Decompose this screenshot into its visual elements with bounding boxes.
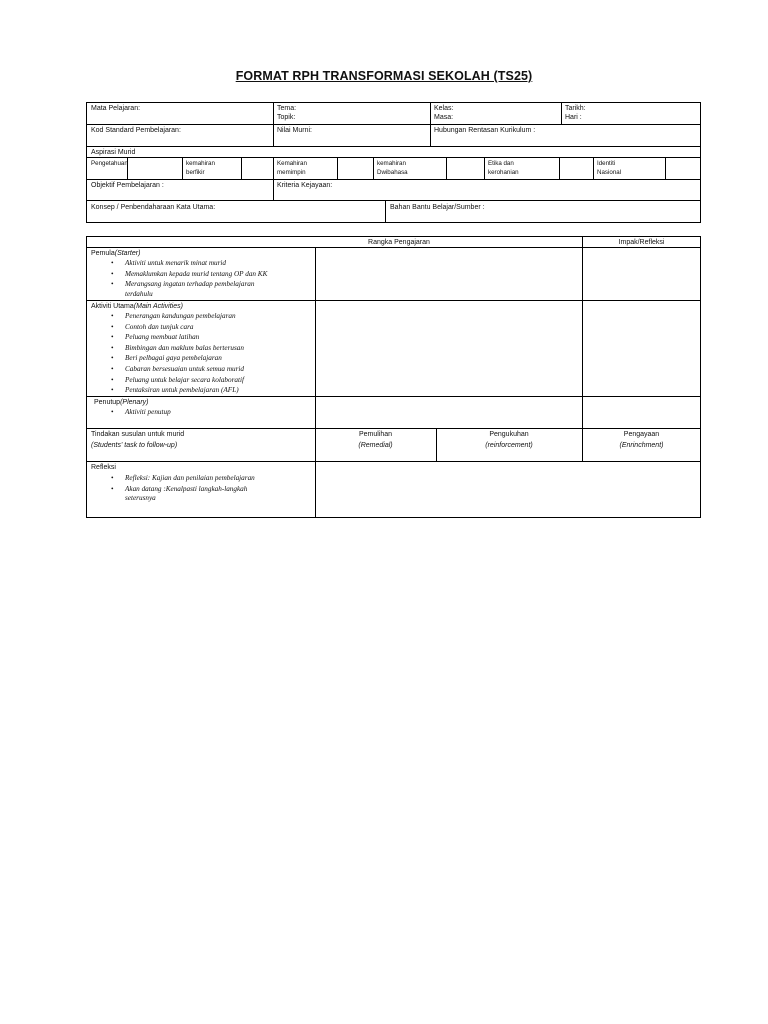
aktiviti-label: Aktiviti Utama <box>91 303 134 310</box>
list-item: • Contoh dan tunjuk cara <box>91 322 244 333</box>
col-divider <box>561 102 562 124</box>
field-masa: Masa: <box>434 114 454 121</box>
tindakan-label: Tindakan susulan untuk murid <box>91 431 185 438</box>
row-divider <box>86 300 701 301</box>
field-topik: Topik: <box>277 114 296 121</box>
pemulihan-label-en: (Remedial) <box>358 442 393 449</box>
col-divider <box>593 157 594 179</box>
penutup-label-en: (Plenary) <box>120 399 149 406</box>
pengayaan-label: Pengayaan <box>623 431 660 438</box>
col-divider <box>273 157 274 200</box>
col-divider <box>385 200 386 223</box>
aspirasi-kemahiran-berfikir-2: berfikir <box>186 169 205 176</box>
field-konsep: Konsep / Penbendaharaan Kata Utama: <box>91 204 216 211</box>
col-divider <box>337 157 338 179</box>
row-divider <box>86 461 701 462</box>
list-item: • Penerangan kandungan pembelajaran <box>91 311 244 322</box>
row-divider <box>86 396 701 397</box>
list-item: • Peluang membuat latihan <box>91 332 244 343</box>
field-objektif: Objektif Pembelajaran : <box>91 182 164 189</box>
aspirasi-kemahiran-memimpin: Kemahiran <box>277 160 307 167</box>
row-divider <box>86 146 701 147</box>
section-penutup-label <box>94 398 149 407</box>
aktiviti-label-en: (Main Activities) <box>133 303 183 310</box>
section-aktiviti-label <box>91 302 183 311</box>
tindakan-label-en: (Students' task to follow-up) <box>91 442 178 449</box>
refleksi-label: Refleksi <box>91 464 116 471</box>
field-mata-pelajaran: Mata Pelajaran: <box>91 105 141 112</box>
list-item: • Cabaran bersesuaian untuk semua murid <box>91 364 244 375</box>
col-divider <box>446 157 447 179</box>
field-kod-standard: Kod Standard Pembelajaran: <box>91 127 181 134</box>
col-header-rangka: Rangka Pengajaran <box>368 239 430 246</box>
row-divider <box>86 124 701 125</box>
pengukuhan-label: Pengukuhan <box>489 431 529 438</box>
aspirasi-pengetahuan: Pengetahuan <box>91 160 128 167</box>
aspirasi-etika-2: kerohanian <box>488 169 519 176</box>
field-nilai-murni: Nilai Murni: <box>277 127 313 134</box>
row-divider <box>86 179 701 180</box>
list-item: • Bimbingan dan maklum balas berterusan <box>91 343 244 354</box>
aspirasi-identiti: Identiti <box>597 160 616 167</box>
list-item: • Akan datang :Kenalpasti langkah-langkah <box>91 484 255 495</box>
col-divider <box>430 102 431 146</box>
document-title: FORMAT RPH TRANSFORMASI SEKOLAH (TS25) <box>235 69 533 83</box>
penutup-list <box>91 407 171 418</box>
col-header-impak: Impak/Refleksi <box>618 239 665 246</box>
aspirasi-identiti-2: Nasional <box>597 169 622 176</box>
pengayaan-label-en: (Enrinchment) <box>619 442 664 449</box>
penutup-label: Penutup <box>94 399 121 406</box>
list-item: • Peluang untuk belajar secara kolaboratif <box>91 375 244 386</box>
pemula-list <box>91 258 267 290</box>
list-item: • Merangsang ingatan terhadap pembelajaran <box>91 279 267 290</box>
pengukuhan-label-en: (reinforcement) <box>485 442 533 449</box>
list-item: • Beri pelbagai gaya pembelajaran <box>91 353 244 364</box>
pemula-item-continuation: terdahulu <box>125 290 153 298</box>
pemulihan-label: Pemulihan <box>358 431 393 438</box>
section-pemula-label <box>91 249 140 258</box>
pemula-label: Pemula <box>91 250 115 257</box>
row-divider <box>86 247 701 248</box>
aspirasi-kemahiran-berfikir: kemahiran <box>186 160 215 167</box>
field-tarikh: Tarikh: <box>565 105 586 112</box>
aspirasi-etika: Etika dan <box>488 160 514 167</box>
aspirasi-dwibahasa-2: Dwibahasa <box>377 169 408 176</box>
col-divider <box>241 157 242 179</box>
aspirasi-kemahiran-memimpin-2: memimpin <box>277 169 306 176</box>
field-aspirasi-murid: Aspirasi Murid <box>91 149 136 156</box>
field-bahan-bantu: Bahan Bantu Belajar/Sumber : <box>390 204 485 211</box>
col-divider <box>273 102 274 146</box>
field-kelas: Kelas: <box>434 105 454 112</box>
col-divider <box>582 236 583 461</box>
col-divider <box>484 157 485 179</box>
list-item: • Memaklumkan kepada murid tentang OP dan KK <box>91 269 267 280</box>
row-divider <box>86 200 701 201</box>
col-divider <box>373 157 374 179</box>
col-divider <box>665 157 666 179</box>
refleksi-list <box>91 473 255 494</box>
aspirasi-dwibahasa: kemahiran <box>377 160 406 167</box>
field-hari: Hari : <box>565 114 582 121</box>
aspirasi-top-border <box>86 157 701 158</box>
list-item: • Refleksi: Kajian dan penilaian pembelajaran <box>91 473 255 484</box>
field-kriteria: Kriteria Kejayaan: <box>277 182 333 189</box>
row-divider <box>86 428 701 429</box>
refleksi-item-continuation: seterusnya <box>125 494 156 502</box>
aktiviti-list <box>91 311 244 396</box>
field-tema: Tema: <box>277 105 297 112</box>
col-divider <box>559 157 560 179</box>
col-divider <box>182 157 183 179</box>
pemula-label-en: (Starter) <box>114 250 141 257</box>
col-divider <box>315 247 316 518</box>
list-item: • Aktiviti untuk menarik minat murid <box>91 258 267 269</box>
field-hubungan-rentasan: Hubungan Rentasan Kurikulum : <box>434 127 536 134</box>
list-item: • Pentaksiran untuk pembelajaran (AFL) <box>91 385 244 396</box>
list-item: • Aktiviti penutup <box>91 407 171 418</box>
